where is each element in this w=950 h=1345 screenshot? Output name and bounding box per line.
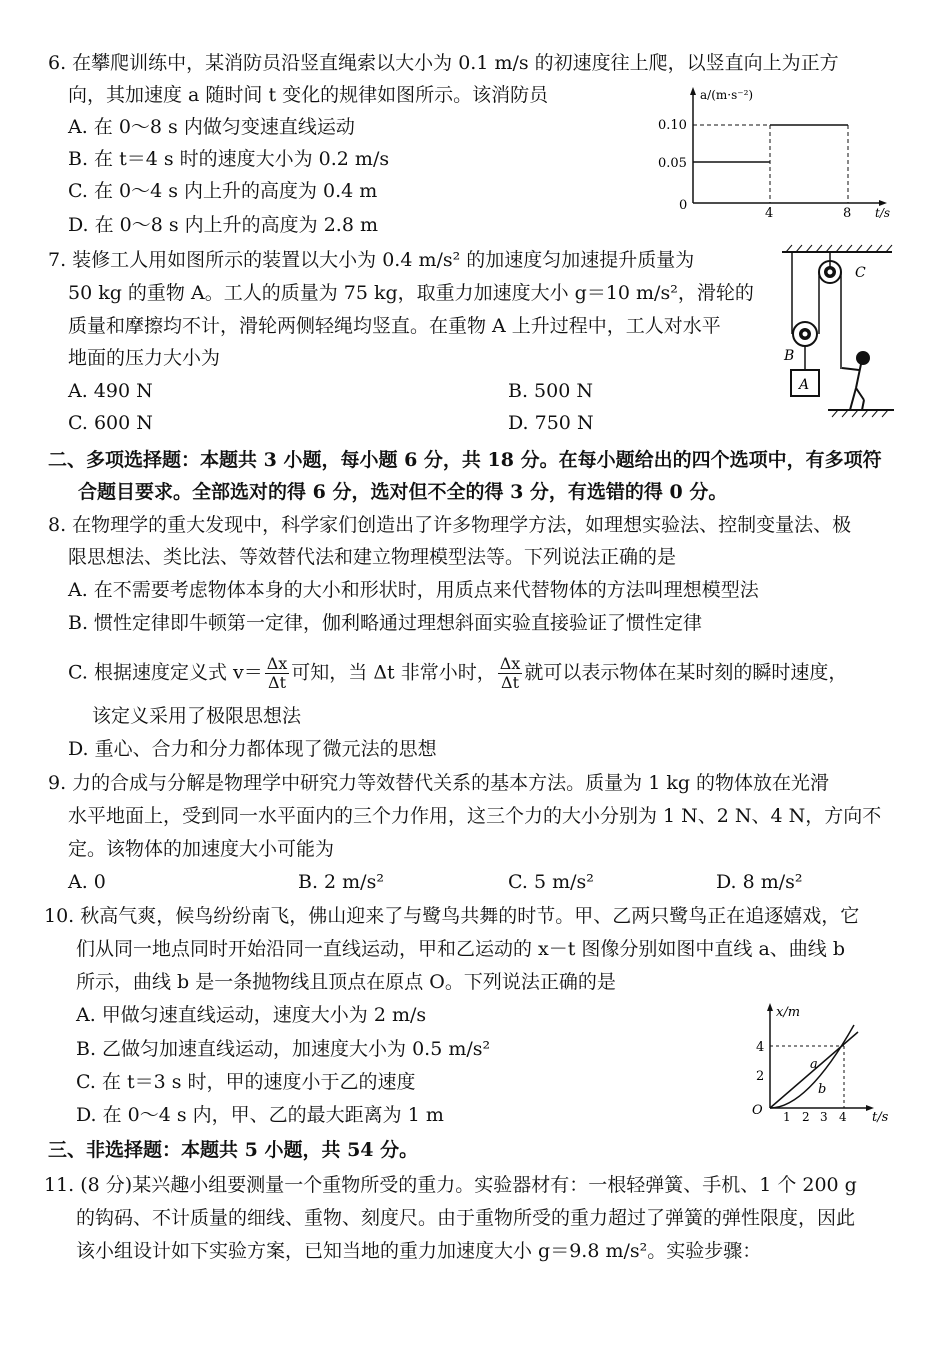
q7-option-b: B. 500 N (508, 380, 593, 402)
q7-line-3: 质量和摩擦均不计，滑轮两侧轻绳均竖直。在重物 A 上升过程中，工人对水平 (68, 315, 721, 337)
worker-body (856, 364, 861, 388)
label-c: C (855, 265, 866, 281)
q10-y4: 4 (756, 1040, 765, 1055)
section-2-heading-cont: 合题目要求。全部选对的得 6 分，选对但不全的得 3 分，有选错的得 0 分。 (78, 481, 728, 503)
q9-line-2: 水平地面上，受到同一水平面内的三个力作用，这三个力的大小分别为 1 N、2 N、4 N，方向不 (68, 805, 882, 827)
q9-line-1: 9. 力的合成与分解是物理学中研究力等效替代关系的基本方法。质量为 1 kg 的物体放在光滑 (48, 772, 830, 794)
q8-option-b: B. 惯性定律即牛顿第一定律，伽利略通过理想斜面实验直接验证了惯性定律 (68, 612, 703, 634)
q6-option-b: B. 在 t＝4 s 时的速度大小为 0.2 m/s (68, 148, 390, 170)
q6-option-a: A. 在 0～8 s 内做匀变速直线运动 (68, 116, 355, 138)
q10-line-1: 10. 秋高气爽，候鸟纷纷南飞，佛山迎来了与鹭鸟共舞的时节。甲、乙两只鹭鸟正在追逐嬉戏，它 (44, 905, 860, 927)
q7-line-4: 地面的压力大小为 (68, 347, 221, 369)
q9-option-d: D. 8 m/s² (716, 871, 803, 893)
q11-line-2: 的钩码、不计质量的细线、重物、刻度尺。由于重物所受的重力超过了弹簧的弹性限度，因此 (76, 1207, 856, 1229)
label-a: A (799, 377, 810, 393)
q9-option-a: A. 0 (68, 871, 106, 893)
q7-line-2: 50 kg 的重物 A。工人的质量为 75 kg，取重力加速度大小 g＝10 m/s²，滑轮的 (68, 282, 754, 304)
q6-option-c: C. 在 0～4 s 内上升的高度为 0.4 m (68, 180, 378, 202)
q6-option-d: D. 在 0～8 s 内上升的高度为 2.8 m (68, 214, 378, 236)
q6-xtick-4: 4 (765, 206, 774, 220)
q8-option-c-mid: 可知，当 Δt 非常小时， (291, 661, 496, 684)
q10-y-label: x/m (776, 1005, 801, 1020)
q8-option-d: D. 重心、合力和分力都体现了微元法的思想 (68, 738, 437, 760)
q10-x3: 3 (820, 1110, 828, 1124)
q10-xt-graph (748, 1000, 898, 1125)
q10-origin: O (752, 1103, 763, 1118)
q8-option-c-cont: 该定义采用了极限思想法 (92, 705, 302, 727)
ceiling-hatch (786, 245, 892, 252)
q6-xtick-8: 8 (843, 206, 852, 220)
q10-label-b: b (818, 1082, 827, 1097)
q10-option-c: C. 在 t＝3 s 时，甲的速度小于乙的速度 (76, 1071, 416, 1093)
q8-option-a: A. 在不需要考虑物体本身的大小和形状时，用质点来代替物体的方法叫理想模型法 (68, 579, 759, 601)
q6-x-label: t/s (875, 206, 891, 220)
q11-line-3: 该小组设计如下实验方案，已知当地的重力加速度大小 g＝9.8 m/s²。实验步骤： (76, 1240, 762, 1262)
velocity-fraction: $\frac{\Delta x}{\Delta t}$ (266, 654, 288, 692)
q7-option-d: D. 750 N (508, 412, 594, 434)
q10-option-a: A. 甲做匀速直线运动，速度大小为 2 m/s (76, 1004, 427, 1026)
ground-hatch (832, 410, 888, 417)
q10-option-d: D. 在 0～4 s 内，甲、乙的最大距离为 1 m (76, 1104, 444, 1126)
section-2-heading: 二、多项选择题：本题共 3 小题，每小题 6 分，共 18 分。在每小题给出的四个选项中，有多项符 (48, 449, 882, 471)
q10-line-3: 所示，曲线 b 是一条抛物线且顶点在原点 O。下列说法正确的是 (76, 971, 616, 993)
label-b: B (784, 348, 795, 364)
q7-line-1: 7. 装修工人用如图所示的装置以大小为 0.4 m/s² 的加速度匀加速提升质量为 (48, 249, 695, 271)
q9-option-c: C. 5 m/s² (508, 871, 594, 893)
q10-x2: 2 (802, 1110, 810, 1124)
q8-option-c-post: 就可以表示物体在某时刻的瞬时速度， (524, 661, 848, 684)
q7-option-c: C. 600 N (68, 412, 153, 434)
q10-option-b: B. 乙做匀加速直线运动，加速度大小为 0.5 m/s² (76, 1038, 491, 1060)
q6-acceleration-graph (655, 85, 895, 220)
q10-x4: 4 (839, 1110, 847, 1124)
q9-option-b: B. 2 m/s² (298, 871, 384, 893)
worker-head (856, 351, 870, 365)
q6-y-arrow (690, 87, 696, 95)
q7-option-a: A. 490 N (68, 380, 153, 402)
q6-origin: 0 (679, 198, 688, 213)
q10-line-2: 们从同一地点同时开始沿同一直线运动，甲和乙运动的 x－t 图像分别如图中直线 a、曲线 b (76, 938, 846, 960)
velocity-fraction-2: $\frac{\Delta x}{\Delta t}$ (499, 654, 521, 692)
q8-line-1: 8. 在物理学的重大发现中，科学家们创造出了许多物理学方法，如理想实验法、控制变量法、极 (48, 514, 852, 536)
q6-line-1: 6. 在攀爬训练中，某消防员沿竖直绳索以大小为 0.1 m/s 的初速度往上爬，以竖直向上为正方 (48, 52, 839, 74)
q10-x-label: t/s (872, 1110, 889, 1125)
q6-line-2: 向，其加速度 a 随时间 t 变化的规律如图所示。该消防员 (68, 84, 549, 106)
q8-option-c-pre: C. 根据速度定义式 v＝ (68, 661, 263, 684)
q9-line-3: 定。该物体的加速度大小可能为 (68, 838, 335, 860)
q11-line-1: 11. (8 分)某兴趣小组要测量一个重物所受的重力。实验器材有：一根轻弹簧、手机、1 个 200 g (44, 1174, 857, 1196)
q10-y2: 2 (756, 1069, 765, 1084)
q10-label-a: a (810, 1057, 818, 1072)
section-3-heading: 三、非选择题：本题共 5 小题，共 54 分。 (48, 1139, 419, 1161)
q6-ytick-005: 0.05 (658, 156, 687, 171)
q8-option-c (68, 655, 847, 692)
q7-pulley-figure (778, 242, 898, 422)
q10-x1: 1 (783, 1110, 791, 1124)
q6-y-label: a/(m·s⁻²) (700, 88, 754, 102)
q6-ytick-010: 0.10 (658, 118, 687, 133)
q8-line-2: 限思想法、类比法、等效替代法和建立物理模型法等。下列说法正确的是 (68, 546, 677, 568)
